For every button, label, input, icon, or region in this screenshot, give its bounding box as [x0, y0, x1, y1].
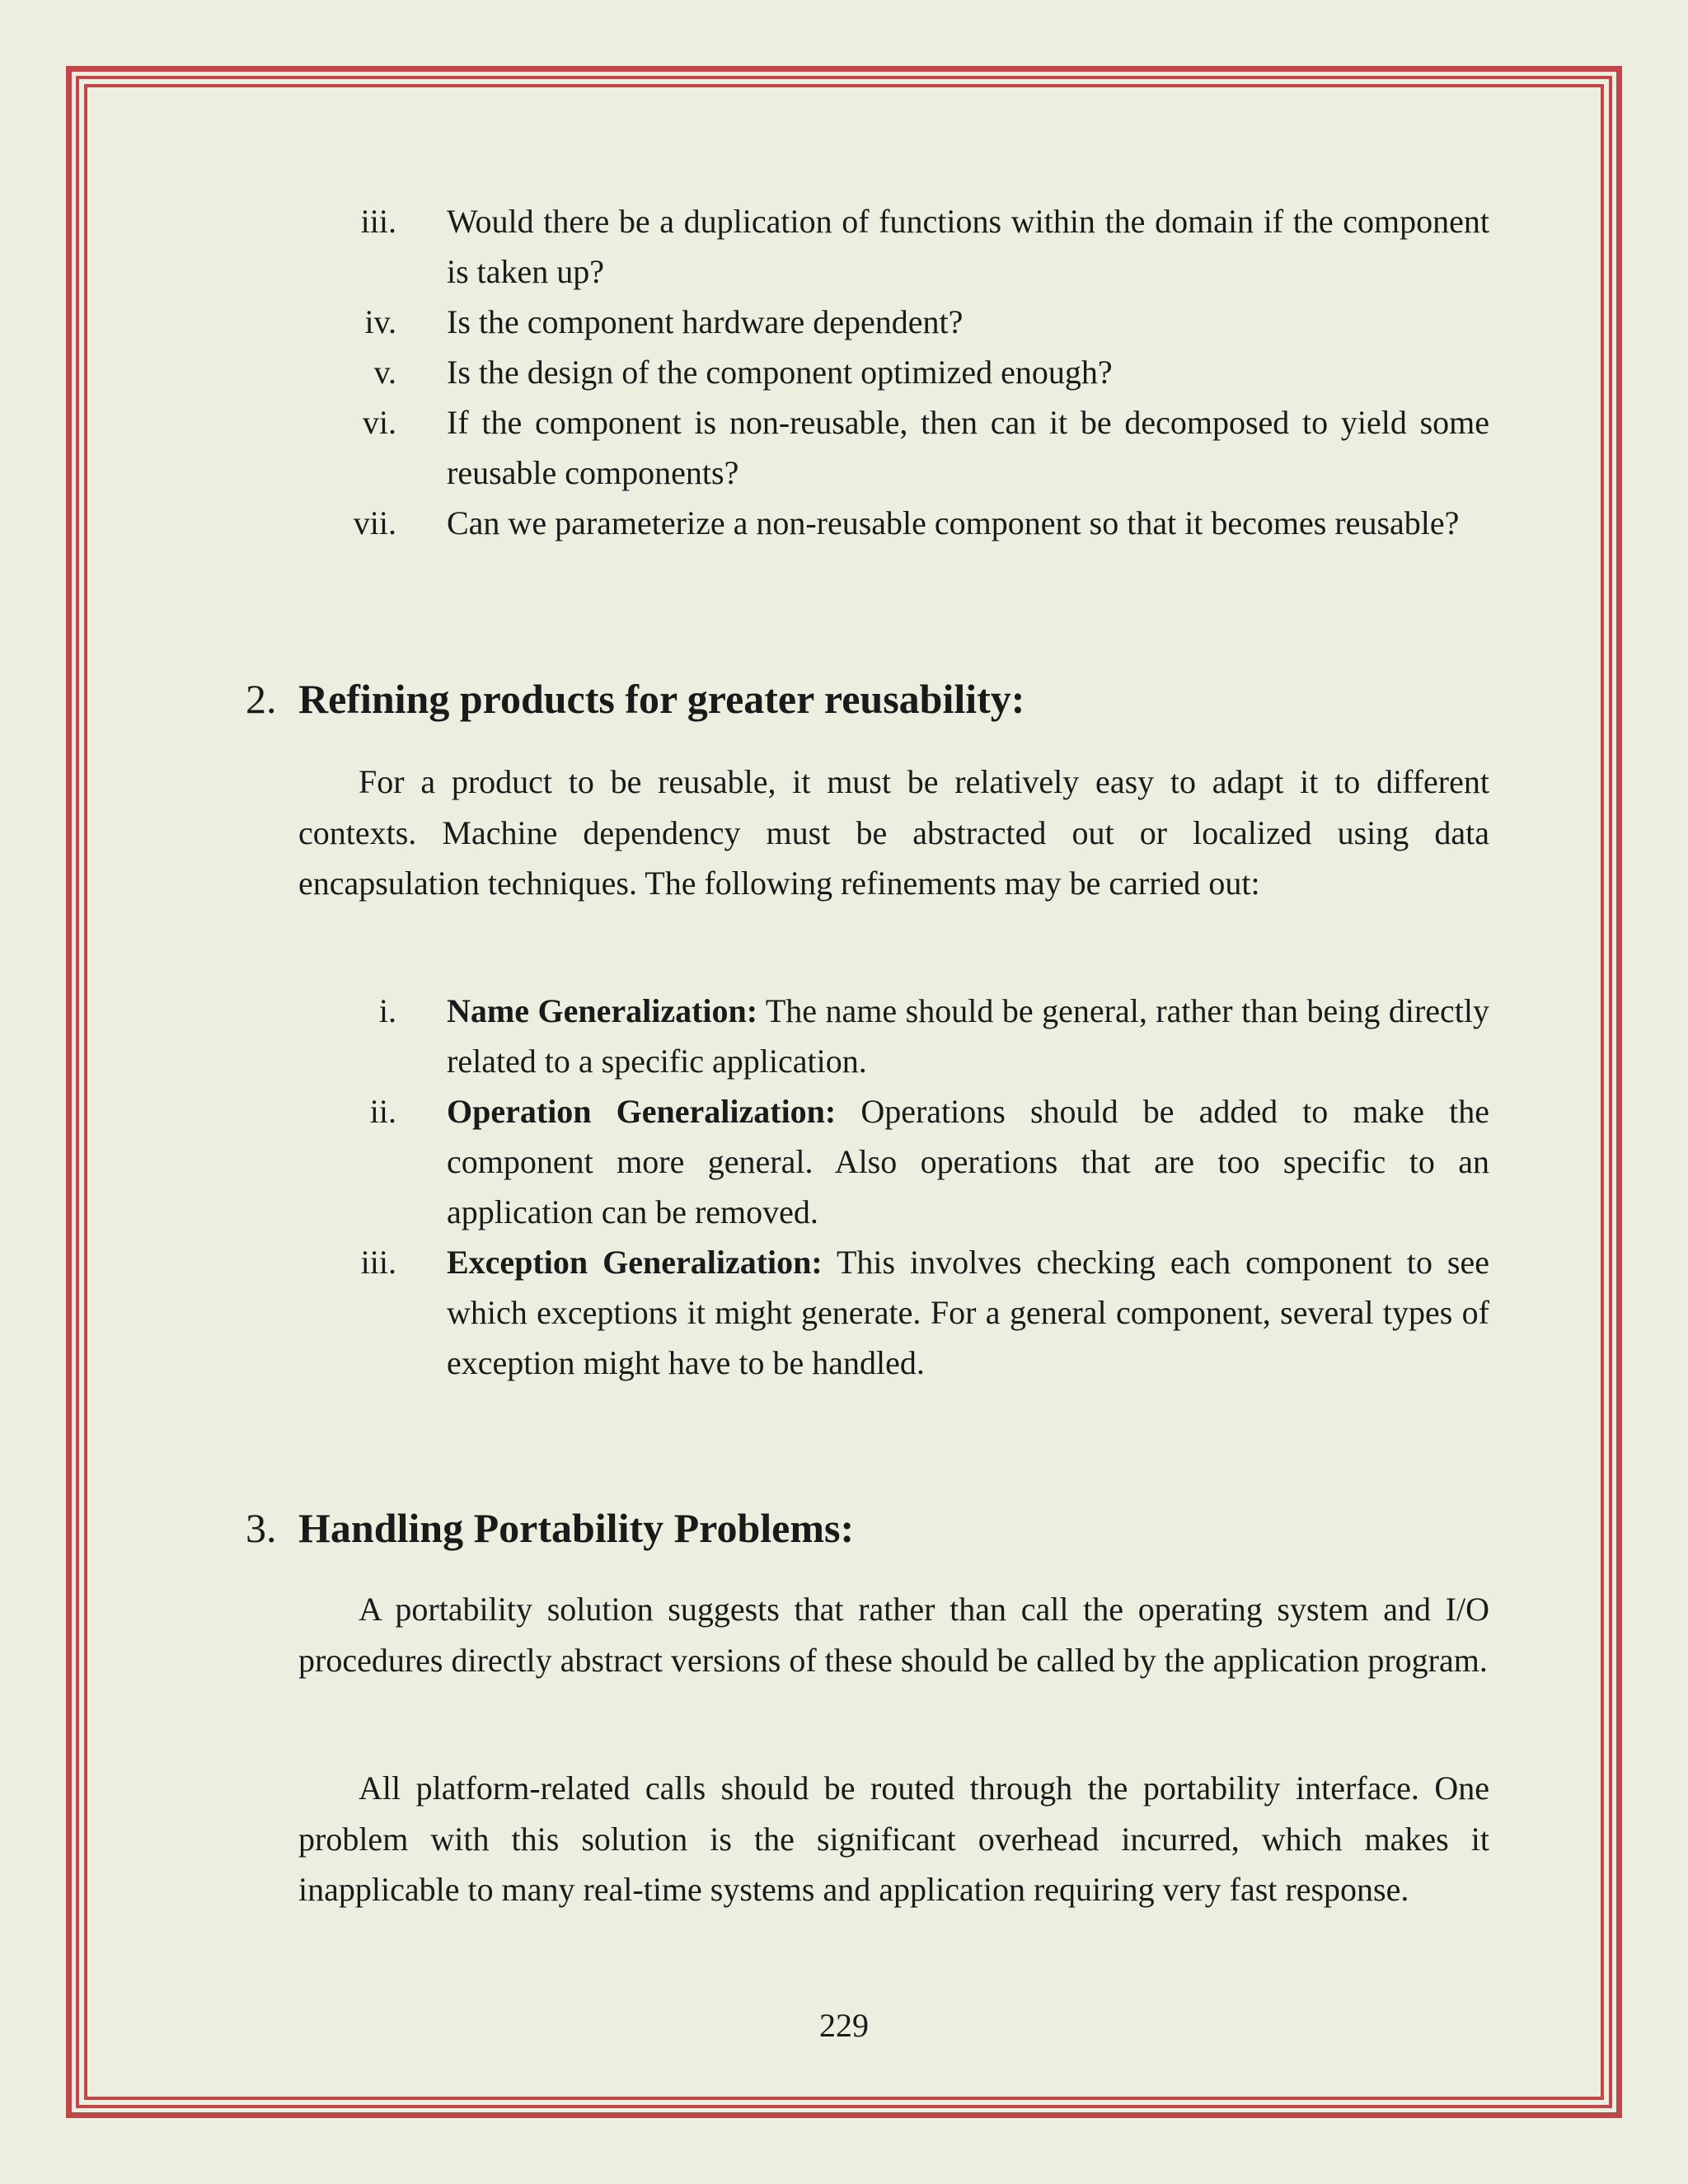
- list-item-number: iv.: [364, 303, 396, 340]
- section-number: 3.: [246, 1505, 277, 1551]
- list-item: [0, 347, 1688, 397]
- list-item-description: This involves checking each component to see which exceptions it might generate. For a general component, several types of exception might have to be handled.: [447, 1244, 1489, 1381]
- list-item-description: Operations should be added to make the component more general. Also operations that are too specific to an application can be removed.: [447, 1093, 1489, 1230]
- list-item-number: v.: [373, 354, 396, 391]
- section-number: 2.: [246, 676, 277, 722]
- list-item-number: iii.: [360, 203, 396, 240]
- list-item-description: The name should be general, rather than being directly related to a specific application.: [447, 992, 1489, 1080]
- list-item-number: vii.: [353, 504, 396, 541]
- list-item: [0, 196, 1688, 297]
- list-item: [0, 986, 1688, 1086]
- page-number: 229: [819, 2007, 869, 2044]
- list-item-number: iii.: [360, 1244, 396, 1281]
- list-item-text: [447, 986, 1489, 1086]
- list-item: [0, 297, 1688, 347]
- list-item: [0, 498, 1688, 548]
- list-item-text: Can we parameterize a non-reusable component so that it becomes reusable?: [447, 504, 1460, 541]
- list-item-number: i.: [378, 992, 396, 1029]
- list-item-number: ii.: [369, 1093, 396, 1130]
- section-paragraph: All platform-related calls should be routed through the portability interface. One problem with this solution is the significant overhead incurred, which makes it inapplicable to many real-time systems and application requiring very fast response.: [298, 1769, 1489, 1908]
- list-item-term: Exception Generalization:: [447, 1244, 823, 1281]
- list-item-text: If the component is non-reusable, then can it be decomposed to yield some reusable components?: [447, 404, 1489, 491]
- list-item-term: Operation Generalization:: [447, 1093, 837, 1130]
- list-item-term: Name Generalization:: [447, 992, 758, 1029]
- list-item: [0, 1237, 1688, 1388]
- list-item-text: Is the design of the component optimized enough?: [447, 354, 1113, 391]
- list-item-text: Is the component hardware dependent?: [447, 303, 964, 340]
- list-item: [0, 397, 1688, 498]
- list-item: [0, 1086, 1688, 1237]
- section-heading: [246, 1503, 854, 1553]
- section-paragraph: For a product to be reusable, it must be relatively easy to adapt it to different contexts. Machine dependency must be abstracted out or localized using data encapsulation techniques. The following refinements may be carried out:: [298, 763, 1489, 902]
- list-item-number: vi.: [362, 404, 396, 441]
- section-title: Refining products for greater reusability:: [298, 676, 1025, 722]
- list-item-text: [447, 1237, 1489, 1388]
- list-item-text: Would there be a duplication of functions within the domain if the component is taken up?: [447, 203, 1489, 290]
- section-paragraph: A portability solution suggests that rather than call the operating system and I/O procedures directly abstract versions of these should be called by the application program.: [298, 1591, 1489, 1679]
- refinement-list: [0, 986, 1688, 1388]
- list-item-text: [447, 1086, 1489, 1237]
- section-title: Handling Portability Problems:: [298, 1505, 855, 1551]
- section-heading: [246, 674, 1025, 724]
- question-list: [0, 196, 1688, 548]
